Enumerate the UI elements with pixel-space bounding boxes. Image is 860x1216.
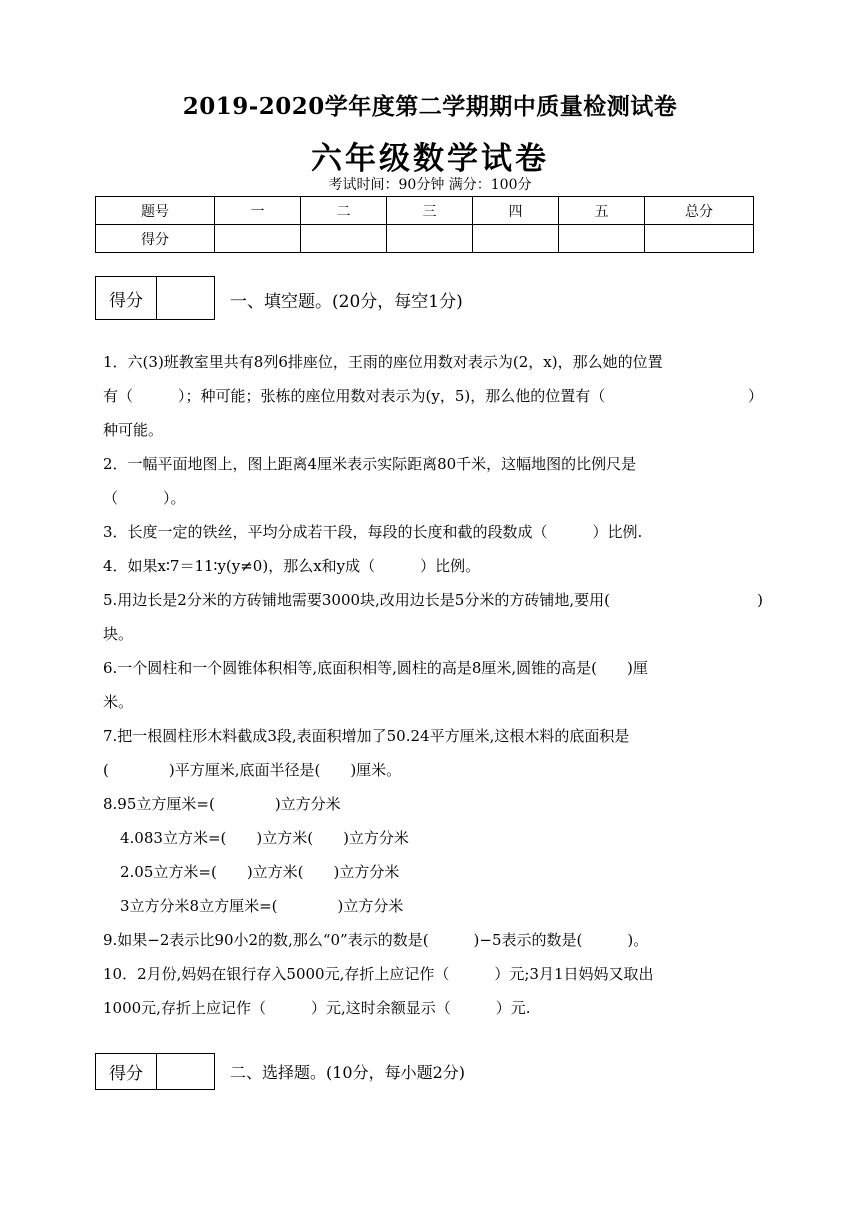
question-line: 9.如果−2表示比90小2的数,那么“0”表示的数是( )−5表示的数是( )。	[103, 931, 649, 949]
score-table-header-cell: 总分	[645, 197, 754, 225]
page-title: 2019-2020学年度第二学期期中质量检测试卷	[182, 93, 678, 120]
question-text: 5.用边长是2分米的方砖铺地需要3000块,改用边长是5分米的方砖铺地,要用(	[103, 591, 655, 609]
question-text: 块。	[103, 625, 134, 643]
section1-score-label: 得分	[96, 277, 157, 319]
question-line: 1000元,存折上应记作（ ）元,这时余额显示（ ）元.	[103, 999, 531, 1017]
question-line	[103, 481, 763, 515]
section2-score-label: 得分	[96, 1054, 157, 1089]
section2-score-box	[95, 1053, 215, 1090]
score-cell[interactable]	[559, 225, 645, 253]
section1-questions	[103, 345, 763, 1025]
question-text: 1．六(3)班教室里共有8列6排座位，王雨的座位用数对表示为(2，x)，那么她的位置	[103, 353, 663, 371]
score-table-header-cell: 一	[215, 197, 301, 225]
question-line	[103, 685, 763, 719]
question-line-indented: 3立方分米8立方厘米=( )立方分米	[120, 897, 404, 915]
score-table-score-row	[96, 225, 754, 253]
question-line	[103, 787, 763, 821]
section1-title: 一、填空题。(20分，每空1分)	[230, 292, 463, 312]
question-line	[103, 345, 763, 379]
question-line-indented: 4.083立方米=( )立方米( )立方分米	[120, 829, 409, 847]
score-cell[interactable]	[645, 225, 754, 253]
question-text: 3．长度一定的铁丝，平均分成若干段，每段的长度和截的段数成（ ）比例.	[103, 523, 643, 541]
question-line: 10．2月份,妈妈在银行存入5000元,存折上应记作（ ）元;3月1日妈妈又取出	[103, 965, 654, 983]
question-line	[103, 515, 763, 549]
question-line	[103, 617, 763, 651]
question-text: 7.把一根圆柱形木料截成3段,表面积增加了50.24平方厘米,这根木料的底面积是	[103, 727, 630, 745]
section2-title: 二、选择题。(10分，每小题2分)	[230, 1063, 466, 1082]
score-cell[interactable]	[301, 225, 387, 253]
question-text: 米。	[103, 693, 134, 711]
score-table-header-cell: 五	[559, 197, 645, 225]
question-line	[103, 583, 763, 617]
question-text: ( )平方厘米,底面半径是( )厘米。	[103, 761, 402, 779]
section1-score-box	[95, 276, 215, 320]
question-text: 8.95立方厘米=( )立方分米	[103, 795, 341, 813]
question-line	[103, 753, 763, 787]
question-text: 种可能。	[103, 421, 164, 439]
question-text: （ ）。	[103, 489, 186, 507]
score-table-header-row	[96, 197, 754, 225]
score-cell[interactable]	[387, 225, 473, 253]
question-line-indented: 2.05立方米=( )立方米( )立方分米	[120, 863, 400, 881]
score-table	[95, 196, 754, 253]
score-table-header-cell: 二	[301, 197, 387, 225]
page-subtitle: 六年级数学试卷	[311, 141, 549, 177]
exam-info: 考试时间：90分钟 满分：100分	[328, 177, 532, 193]
question-line	[103, 651, 763, 685]
score-row-label: 得分	[96, 225, 215, 253]
question-line	[103, 413, 763, 447]
section2-score-blank[interactable]	[157, 1054, 214, 1089]
section1-score-blank[interactable]	[157, 277, 214, 319]
question-line	[103, 379, 763, 413]
question-line	[103, 719, 763, 753]
score-cell[interactable]	[473, 225, 559, 253]
question-line	[103, 447, 763, 481]
question-text: 6.一个圆柱和一个圆锥体积相等,底面积相等,圆柱的高是8厘米,圆锥的高是( )厘	[103, 659, 648, 677]
question-text-end: )	[757, 591, 763, 609]
question-text: 4．如果x∶7＝11∶y(y≠0)，那么x和y成（ ）比例。	[103, 557, 481, 575]
question-text: 2．一幅平面地图上，图上距离4厘米表示实际距离80千米，这幅地图的比例尺是	[103, 455, 637, 473]
score-table-header-cell: 三	[387, 197, 473, 225]
score-cell[interactable]	[215, 225, 301, 253]
score-table-header-cell: 题号	[96, 197, 215, 225]
question-line	[103, 549, 763, 583]
score-table-header-cell: 四	[473, 197, 559, 225]
question-text: 有（ ）；种可能；张栋的座位用数对表示为(y，5)，那么他的位置有（	[103, 387, 651, 405]
question-text-end: ）	[747, 387, 763, 405]
